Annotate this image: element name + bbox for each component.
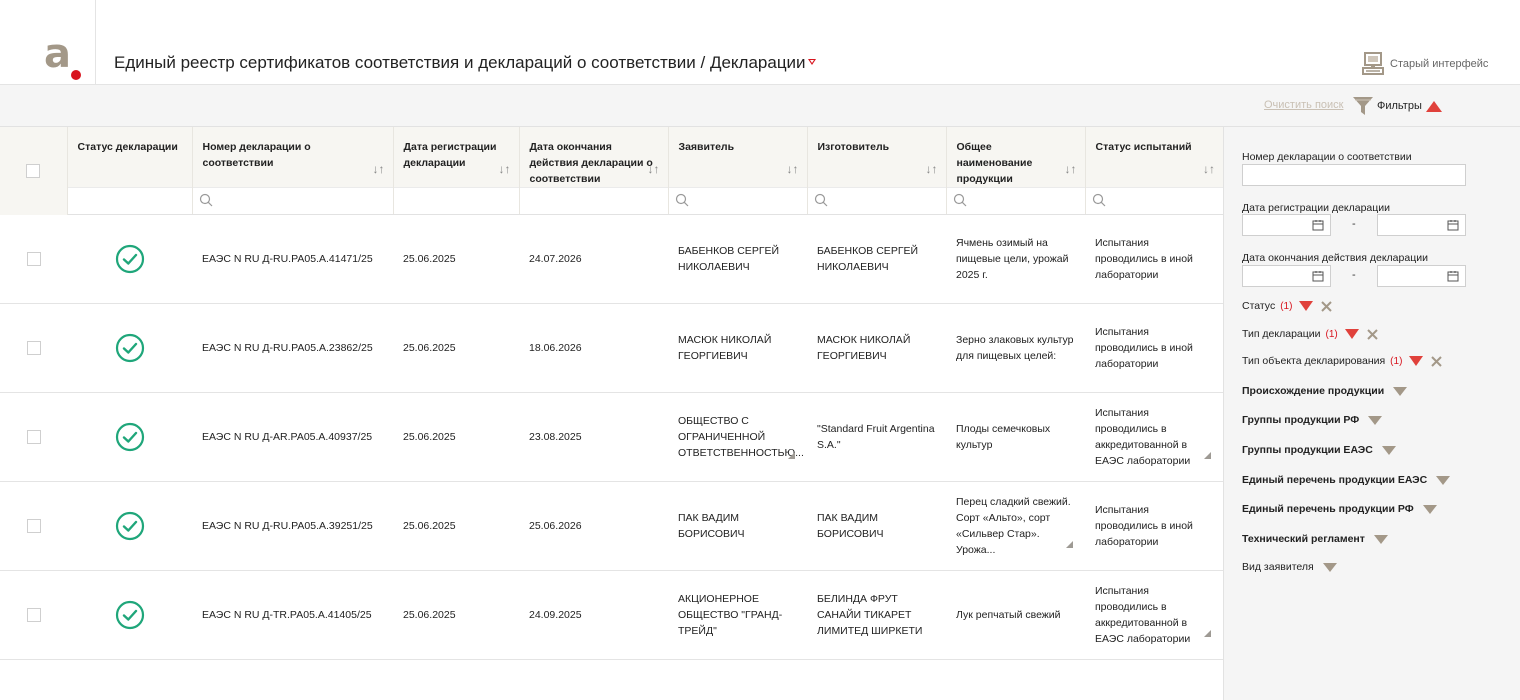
close-icon[interactable] [1321, 301, 1332, 312]
search-icon [814, 193, 828, 207]
row-select-cell [0, 304, 67, 393]
dropdown-arrow-icon [1436, 476, 1450, 485]
filter-panel [1223, 127, 1520, 700]
registration-date: 25.06.2025 [393, 215, 519, 304]
declarations-table [0, 127, 1223, 700]
sort-icon[interactable]: ↓↑ [925, 162, 938, 176]
filters-label: Фильтры [1377, 100, 1422, 112]
row-checkbox[interactable] [27, 430, 41, 444]
app-header [0, 0, 1520, 85]
column-header-testing[interactable] [1085, 127, 1223, 188]
declaration-number[interactable]: ЕАЭС N RU Д-TR.РА05.А.41405/25 [192, 571, 393, 660]
applicant-cell [668, 393, 807, 482]
testing-status: Испытания проводились в аккредитованной в ЕАЭС лаборатории [1095, 585, 1191, 645]
search-cell-testing[interactable] [1085, 188, 1223, 215]
filter-group-rf-products[interactable] [1242, 412, 1382, 428]
column-header-reg-date[interactable] [393, 127, 519, 188]
row-select-cell [0, 571, 67, 660]
column-header-label: Статус испытаний [1095, 141, 1192, 153]
column-header-label: Дата окончания действия декларации о соответствии [529, 141, 653, 185]
column-search-row [0, 188, 1223, 215]
table-row[interactable] [0, 304, 1223, 393]
filters-button[interactable] [1352, 94, 1442, 118]
filter-number-input[interactable] [1242, 164, 1466, 186]
manufacturer: "Standard Fruit Argentina S.A." [807, 393, 946, 482]
filter-group-label: Вид заявителя [1242, 561, 1314, 573]
filter-group-tech-regulation[interactable] [1242, 531, 1388, 547]
filter-status[interactable] [1242, 298, 1332, 314]
end-date: 18.06.2026 [519, 304, 668, 393]
registration-date: 25.06.2025 [393, 393, 519, 482]
filter-end-date-to[interactable] [1377, 265, 1466, 287]
dropdown-arrow-icon [1423, 505, 1437, 514]
filter-object-type-count: (1) [1390, 355, 1403, 367]
status-cell [67, 482, 192, 571]
dropdown-arrow-icon [1382, 446, 1396, 455]
check-circle-icon [115, 244, 145, 274]
dropdown-arrow-icon [1323, 563, 1337, 572]
product-name: Лук репчатый свежий [946, 571, 1085, 660]
column-header-end-date[interactable] [519, 127, 668, 188]
row-select-cell [0, 482, 67, 571]
filter-end-date-label: Дата окончания действия декларации [1242, 252, 1428, 264]
page-title-text: Единый реестр сертификатов соответствия и деклараций о соответствии / Декларации [114, 53, 806, 72]
calendar-icon[interactable] [1312, 270, 1324, 282]
search-icon [953, 193, 967, 207]
row-select-cell [0, 393, 67, 482]
manufacturer: ПАК ВАДИМ БОРИСОВИЧ [807, 482, 946, 571]
end-date: 23.08.2025 [519, 393, 668, 482]
testing-status: Испытания проводились в иной лаборатории [1085, 304, 1223, 393]
old-interface-link[interactable] [1362, 52, 1488, 76]
dropdown-arrow-icon[interactable] [1345, 329, 1359, 339]
column-header-label: Общее наименование продукции [956, 141, 1033, 185]
filter-reg-date-label: Дата регистрации декларации [1242, 202, 1391, 214]
end-date: 24.07.2026 [519, 215, 668, 304]
declaration-number[interactable]: ЕАЭС N RU Д-RU.РА05.А.41471/25 [192, 215, 393, 304]
table-row[interactable] [0, 571, 1223, 660]
product-name: Ячмень озимый на пищевые цели, урожай 2025 г. [946, 215, 1085, 304]
search-cell-reg-date[interactable] [393, 188, 519, 215]
expand-corner-icon[interactable] [1066, 541, 1073, 548]
declaration-number[interactable]: ЕАЭС N RU Д-RU.РА05.А.23862/25 [192, 304, 393, 393]
filter-object-type-label: Тип объекта декларирования [1242, 355, 1386, 367]
column-header-status [67, 127, 192, 188]
declaration-number[interactable]: ЕАЭС N RU Д-AR.РА05.А.40937/25 [192, 393, 393, 482]
search-cell-product[interactable] [946, 188, 1085, 215]
registration-date: 25.06.2025 [393, 482, 519, 571]
filter-group-eaeu-list[interactable] [1242, 472, 1450, 488]
computer-icon [1362, 52, 1384, 76]
column-header-label: Номер декларации о соответствии [202, 141, 311, 169]
column-header-product[interactable] [946, 127, 1085, 188]
product-name-cell [946, 482, 1085, 571]
logo-letter-icon: а [44, 31, 71, 77]
search-cell-number[interactable] [192, 188, 393, 215]
filter-group-label: Единый перечень продукции ЕАЭС [1242, 474, 1428, 486]
column-header-label: Изготовитель [817, 141, 890, 153]
filter-group-label: Группы продукции ЕАЭС [1242, 444, 1373, 456]
filter-declaration-type-label: Тип декларации [1242, 328, 1321, 340]
column-header-applicant[interactable] [668, 127, 807, 188]
filter-group-eaeu-products[interactable] [1242, 442, 1396, 458]
check-circle-icon [115, 600, 145, 630]
filter-group-rf-list[interactable] [1242, 501, 1437, 517]
product-name: Плоды семечковых культур [946, 393, 1085, 482]
filter-status-label: Статус [1242, 300, 1276, 312]
manufacturer: БАБЕНКОВ СЕРГЕЙ НИКОЛАЕВИЧ [807, 215, 946, 304]
sort-icon[interactable]: ↓↑ [372, 162, 385, 176]
filter-object-type[interactable] [1242, 353, 1442, 369]
logo[interactable] [0, 0, 96, 85]
search-icon [675, 193, 689, 207]
table-row[interactable] [0, 482, 1223, 571]
check-circle-icon [115, 333, 145, 363]
funnel-icon [1352, 95, 1374, 117]
filter-reg-date-to[interactable] [1377, 214, 1466, 236]
end-date: 25.06.2026 [519, 482, 668, 571]
filter-group-label: Единый перечень продукции РФ [1242, 503, 1414, 515]
row-checkbox[interactable] [27, 252, 41, 266]
manufacturer: БЕЛИНДА ФРУТ САНАЙИ ТИКАРЕТ ЛИМИТЕД ШИРКЕТИ [807, 571, 946, 660]
sort-icon[interactable]: ↓↑ [1203, 162, 1215, 176]
filter-reg-date-from[interactable] [1242, 214, 1331, 236]
column-header-number[interactable] [192, 127, 393, 188]
filter-group-applicant-type[interactable] [1242, 559, 1337, 575]
column-header-label: Заявитель [678, 141, 735, 153]
select-all-cell [0, 127, 67, 215]
filter-group-origin[interactable] [1242, 383, 1407, 399]
sort-icon[interactable]: ↓↑ [1064, 162, 1077, 176]
status-cell [67, 215, 192, 304]
old-interface-label: Старый интерфейс [1390, 58, 1489, 70]
expand-corner-icon[interactable] [1204, 452, 1211, 459]
calendar-icon[interactable] [1447, 219, 1459, 231]
filter-group-label: Технический регламент [1242, 533, 1365, 545]
column-header-label: Дата регистрации декларации [403, 141, 497, 169]
end-date: 24.09.2025 [519, 571, 668, 660]
testing-status-cell [1085, 571, 1223, 660]
column-header-label: Статус декларации [77, 141, 178, 153]
filter-group-label: Происхождение продукции [1242, 385, 1385, 397]
testing-status: Испытания проводились в иной лаборатории [1085, 215, 1223, 304]
date-range-dash: - [1352, 269, 1356, 281]
filter-number-label: Номер декларации о соответствии [1242, 151, 1412, 163]
row-checkbox[interactable] [27, 519, 41, 533]
calendar-icon[interactable] [1447, 270, 1459, 282]
filter-declaration-type[interactable] [1242, 326, 1378, 342]
sort-icon[interactable]: ↓↑ [786, 162, 799, 176]
testing-status: Испытания проводились в аккредитованной в ЕАЭС лаборатории [1095, 407, 1191, 467]
manufacturer: МАСЮК НИКОЛАЙ ГЕОРГИЕВИЧ [807, 304, 946, 393]
dropdown-arrow-icon[interactable] [1409, 356, 1423, 366]
applicant: ПАК ВАДИМ БОРИСОВИЧ [668, 482, 807, 571]
table-row[interactable] [0, 393, 1223, 482]
filter-group-label: Группы продукции РФ [1242, 414, 1360, 426]
product-name: Зерно злаковых культур для пищевых целей: [946, 304, 1085, 393]
search-cell-end-date[interactable] [519, 188, 668, 215]
search-cell-empty [67, 188, 192, 215]
filter-end-date-from[interactable] [1242, 265, 1331, 287]
registration-date: 25.06.2025 [393, 304, 519, 393]
sort-icon[interactable]: ↓↑ [647, 162, 660, 176]
status-cell [67, 304, 192, 393]
search-cell-manufacturer[interactable] [807, 188, 946, 215]
dropdown-arrow-icon [1368, 416, 1382, 425]
table-row[interactable] [0, 215, 1223, 304]
applicant: ОБЩЕСТВО С ОГРАНИЧЕННОЙ ОТВЕТСТВЕННОСТЬЮ... [678, 415, 804, 459]
collapse-up-icon [1426, 101, 1442, 112]
status-cell [67, 393, 192, 482]
check-circle-icon [115, 422, 145, 452]
check-circle-icon [115, 511, 145, 541]
testing-status: Испытания проводились в иной лаборатории [1085, 482, 1223, 571]
row-select-cell [0, 215, 67, 304]
close-icon[interactable] [1367, 329, 1378, 340]
search-icon [199, 193, 213, 207]
dropdown-arrow-icon [1374, 535, 1388, 544]
status-cell [67, 571, 192, 660]
date-range-dash: - [1352, 218, 1356, 230]
clear-search-link[interactable]: Очистить поиск [1264, 99, 1344, 111]
chevron-down-icon[interactable] [808, 59, 816, 65]
row-checkbox[interactable] [27, 341, 41, 355]
dropdown-arrow-icon [1393, 387, 1407, 396]
search-icon [1092, 193, 1106, 207]
select-all-checkbox[interactable] [26, 164, 40, 178]
table-header-row [0, 127, 1223, 188]
product-name: Перец сладкий свежий. Сорт «Альто», сорт «Сильвер Стар». Урожа... [956, 496, 1071, 556]
testing-status-cell [1085, 393, 1223, 482]
applicant: АКЦИОНЕРНОЕ ОБЩЕСТВО "ГРАНД-ТРЕЙД" [668, 571, 807, 660]
calendar-icon[interactable] [1312, 219, 1324, 231]
filter-declaration-type-count: (1) [1325, 328, 1338, 340]
registration-date: 25.06.2025 [393, 571, 519, 660]
page-title[interactable] [114, 53, 816, 73]
toolbar [0, 85, 1520, 127]
search-cell-applicant[interactable] [668, 188, 807, 215]
sort-icon[interactable]: ↓↑ [498, 162, 511, 176]
expand-corner-icon[interactable] [1204, 630, 1211, 637]
row-checkbox[interactable] [27, 608, 41, 622]
close-icon[interactable] [1431, 356, 1442, 367]
logo-dot-icon [71, 70, 81, 80]
column-header-manufacturer[interactable] [807, 127, 946, 188]
filter-status-count: (1) [1280, 300, 1293, 312]
expand-corner-icon[interactable] [788, 452, 795, 459]
applicant: МАСЮК НИКОЛАЙ ГЕОРГИЕВИЧ [668, 304, 807, 393]
applicant: БАБЕНКОВ СЕРГЕЙ НИКОЛАЕВИЧ [668, 215, 807, 304]
declaration-number[interactable]: ЕАЭС N RU Д-RU.РА05.А.39251/25 [192, 482, 393, 571]
dropdown-arrow-icon[interactable] [1299, 301, 1313, 311]
